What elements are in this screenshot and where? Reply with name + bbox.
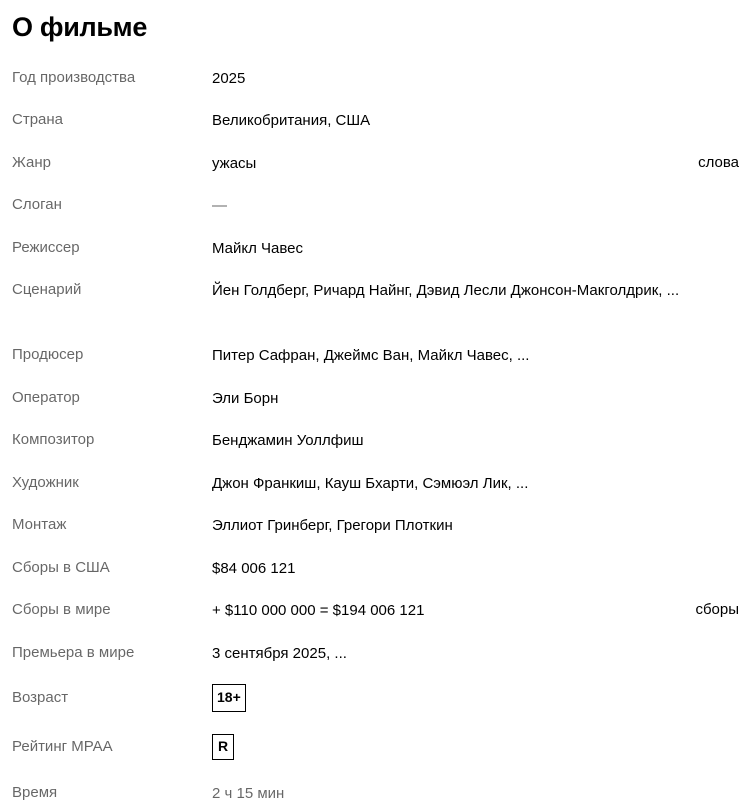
operator-link[interactable]: Эли Борн [212, 390, 279, 407]
genre-keywords-link[interactable]: слова [698, 154, 739, 171]
producer-value: Питер Сафран, Джеймс Ван, Майкл Чавес, ... [212, 347, 530, 364]
age-value [212, 684, 734, 712]
writer-value: Йен Голдберг, Ричард Найнг, Дэвид Лесли Джонсон-Макголдрик, ... [212, 282, 680, 299]
editing-label: Монтаж [12, 516, 67, 533]
country-link-uk[interactable]: Великобритания [212, 112, 328, 129]
box-world-link[interactable]: + $110 000 000 = $194 006 121 [212, 602, 425, 619]
director-label: Режиссер [12, 239, 80, 256]
country-value: Великобритания, США [212, 112, 371, 129]
premiere-date-link[interactable]: 3 сентября 2025 [212, 645, 327, 662]
box-world-value [212, 599, 734, 622]
editing-link-1[interactable]: Эллиот Гринберг [212, 517, 329, 534]
producer-label: Продюсер [12, 346, 84, 363]
age-rating-badge[interactable]: 18+ [212, 684, 246, 712]
mpaa-label: Рейтинг MPAA [12, 738, 113, 755]
artist-link-3[interactable]: Сэмюэл Лик [422, 475, 508, 492]
operator-label: Оператор [12, 389, 80, 406]
artist-more-link[interactable]: ... [515, 475, 529, 492]
producer-link-3[interactable]: Майкл Чавес [417, 347, 509, 364]
runtime-value: 2 ч 15 мин [212, 785, 285, 802]
age-label: Возраст [12, 689, 69, 706]
genre-link-horror[interactable]: ужасы [212, 155, 257, 172]
box-world-label: Сборы в мире [12, 601, 111, 618]
writer-link-2[interactable]: Ричард Найнг [313, 282, 409, 299]
year-label: Год производства [12, 69, 136, 86]
operator-value [212, 387, 734, 410]
slogan-label: Слоган [12, 196, 62, 213]
mpaa-value [212, 734, 734, 760]
director-link[interactable]: Майкл Чавес [212, 240, 304, 257]
editing-value: Эллиот Гринберг, Грегори Плоткин [212, 517, 453, 534]
producer-link-2[interactable]: Джеймс Ван [323, 347, 410, 364]
premiere-more-link[interactable]: ... [334, 645, 347, 662]
writer-link-1[interactable]: Йен Голдберг [212, 282, 305, 299]
writer-label: Сценарий [12, 281, 82, 298]
premiere-value: 3 сентября 2025, ... [212, 645, 347, 662]
artist-value: Джон Франкиш, Кауш Бхарти, Сэмюэл Лик, ... [212, 475, 529, 492]
producer-link-1[interactable]: Питер Сафран [212, 347, 316, 364]
writer-more-link[interactable]: ... [666, 282, 680, 299]
editing-link-2[interactable]: Грегори Плоткин [336, 517, 453, 534]
genre-label: Жанр [12, 154, 51, 171]
director-value [212, 237, 734, 260]
writer-link-3[interactable]: Дэвид Лесли Джонсон-Макголдрик [416, 282, 659, 299]
artist-link-1[interactable]: Джон Франкиш [212, 475, 317, 492]
slogan-value: — [212, 197, 227, 214]
producer-more-link[interactable]: ... [516, 347, 530, 364]
composer-value [212, 429, 734, 452]
mpaa-rating-badge[interactable]: R [212, 734, 234, 760]
year-value [212, 67, 734, 90]
country-link-usa[interactable]: США [335, 112, 371, 129]
genre-value [212, 152, 734, 175]
composer-link[interactable]: Бенджамин Уоллфиш [212, 432, 364, 449]
composer-label: Композитор [12, 431, 95, 448]
box-usa-value [212, 557, 734, 580]
runtime-label: Время [12, 784, 58, 801]
box-usa-label: Сборы в США [12, 559, 110, 576]
box-office-link[interactable]: сборы [695, 601, 739, 618]
year-link[interactable]: 2025 [212, 70, 246, 87]
page-title: О фильме [12, 12, 148, 42]
artist-link-2[interactable]: Кауш Бхарти [324, 475, 415, 492]
artist-label: Художник [12, 474, 79, 491]
country-label: Страна [12, 111, 64, 128]
premiere-label: Премьера в мире [12, 644, 135, 661]
box-usa-link[interactable]: $84 006 121 [212, 560, 296, 577]
